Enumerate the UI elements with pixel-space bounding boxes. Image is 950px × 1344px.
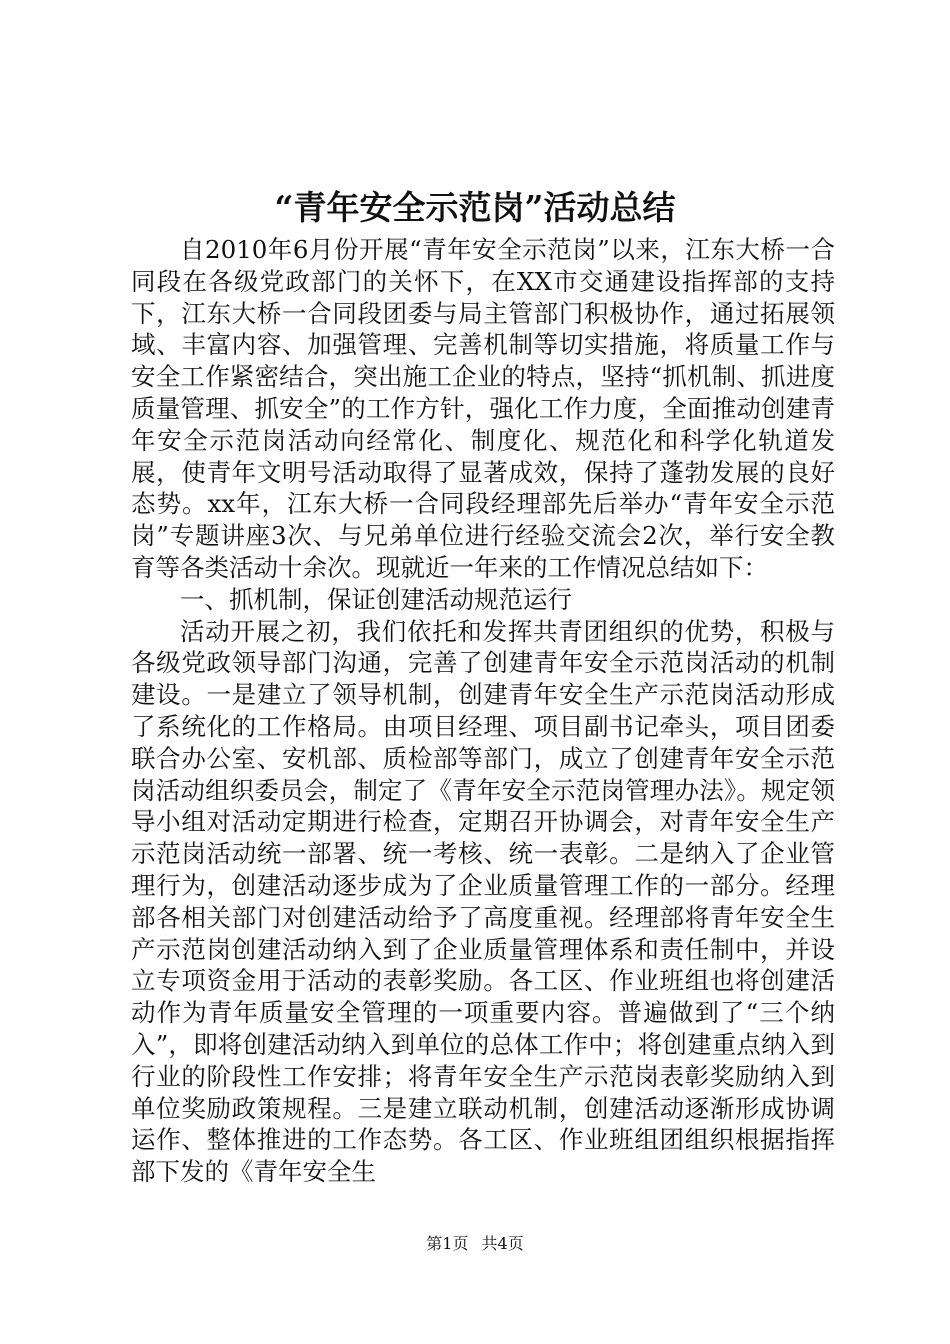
page-number: 第1页 (426, 1234, 469, 1253)
section-heading: 一、抓机制，保证创建活动规范运行 (180, 584, 572, 614)
page-footer (0, 1232, 950, 1256)
page-total: 共4页 (481, 1234, 524, 1253)
intro-paragraph: 自2010年6月份开展“青年安全示范岗”以来，江东大桥一合同段在各级党政部门的关怀下，在XX市交通建设指挥部的支持下，江东大桥一合同段团委与局主管部门积极协作，通过拓展领域、丰富内容、加强管理、完善机制等切实措施，将质量工作与安全工作紧密结合，突出施工企业的特点，坚持“抓机制、抓进度质量管理、抓安全”的工作方针，强化工作力度，全面推动创建青年安全示范岗活动向经常化、制度化、规范化和科学化轨道发展，使青年文明号活动取得了显著成效，保持了蓬勃发展的良好态势。xx年，江东大桥一合同段经理部先后举办“青年安全示范岗”专题讲座3次、与兄弟单位进行经验交流会2次，举行安全教育等各类活动十余次。现就近一年来的工作情况总结如下： (131, 235, 835, 582)
document-title: “青年安全示范岗”活动总结 (274, 188, 676, 227)
document-body (131, 234, 835, 1188)
section-paragraph: 活动开展之初，我们依托和发挥共青团组织的优势，积极与各级党政领导部门沟通，完善了创建青年安全示范岗活动的机制建设。一是建立了领导机制，创建青年安全生产示范岗活动形成了系统化的工作格局。由项目经理、项目副书记牵头，项目团委联合办公室、安机部、质检部等部门，成立了创建青年安全示范岗活动组织委员会，制定了《青年安全示范岗管理办法》。规定领导小组对活动定期进行检查，定期召开协调会，对青年安全生产示范岗活动统一部署、统一考核、统一表彰。二是纳入了企业管理行为，创建活动逐步成为了企业质量管理工作的一部分。经理部各相关部门对创建活动给予了高度重视。经理部将青年安全生产示范岗创建活动纳入到了企业质量管理体系和责任制中，并设立专项资金用于活动的表彰奖励。各工区、作业班组也将创建活动作为青年质量安全管理的一项重要内容。普遍做到了“三个纳入”，即将创建活动纳入到单位的总体工作中；将创建重点纳入到行业的阶段性工作安排；将青年安全生产示范岗表彰奖励纳入到单位奖励政策规程。三是建立联动机制，创建活动逐渐形成协调运作、整体推进的工作态势。各工区、作业班组团组织根据指挥部下发的《青年安全生 (131, 616, 835, 1187)
